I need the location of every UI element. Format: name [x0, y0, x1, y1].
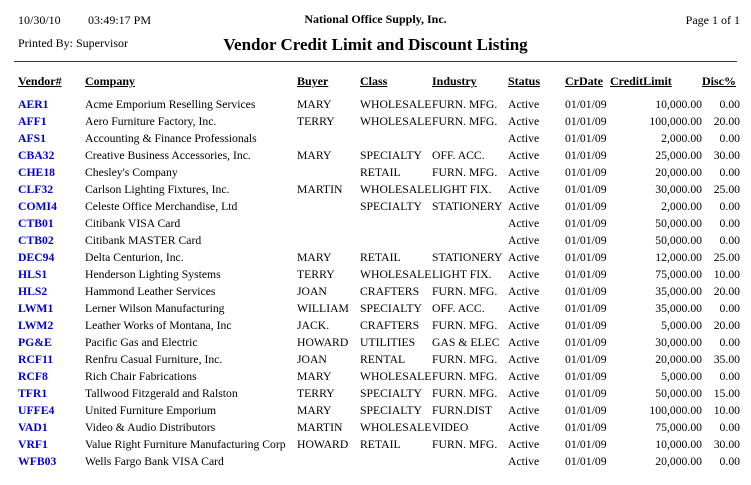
cell-buyer: TERRY	[297, 115, 335, 128]
cell-buyer: JOAN	[297, 285, 327, 298]
table-row	[18, 385, 740, 402]
cell-class: CRAFTERS	[360, 285, 420, 298]
cell-cr_date: 01/01/09	[565, 115, 607, 128]
cell-buyer: HOWARD	[297, 438, 349, 451]
cell-company: Citibank VISA Card	[85, 217, 181, 230]
cell-credit_limit: 100,000.00	[649, 115, 702, 128]
cell-company: Hammond Leather Services	[85, 285, 216, 298]
cell-status: Active	[508, 370, 540, 383]
cell-disc: 0.00	[719, 217, 740, 230]
cell-credit_limit: 35,000.00	[655, 302, 702, 315]
cell-industry: FURN. MFG.	[432, 166, 498, 179]
cell-disc: 0.00	[719, 421, 740, 434]
cell-status: Active	[508, 268, 540, 281]
cell-industry: FURN.DIST	[432, 404, 493, 417]
cell-status: Active	[508, 98, 540, 111]
cell-credit_limit: 20,000.00	[655, 353, 702, 366]
cell-company: Celeste Office Merchandise, Ltd	[85, 200, 238, 213]
vendor-table-body	[18, 96, 740, 470]
vendor-id-link[interactable]: VRF1	[18, 438, 48, 451]
vendor-id-link[interactable]: WFB03	[18, 455, 57, 468]
cell-cr_date: 01/01/09	[565, 353, 607, 366]
page-indicator: Page 1 of 1	[685, 13, 740, 27]
cell-buyer: MARTIN	[297, 183, 343, 196]
table-row	[18, 130, 740, 147]
cell-company: Creative Business Accessories, Inc.	[85, 149, 251, 162]
cell-credit_limit: 100,000.00	[649, 404, 702, 417]
cell-credit_limit: 50,000.00	[655, 234, 702, 247]
cell-status: Active	[508, 251, 540, 264]
cell-industry	[432, 453, 508, 470]
vendor-id-link[interactable]: HLS1	[18, 268, 48, 281]
table-row	[18, 300, 740, 317]
vendor-id-link[interactable]: LWM1	[18, 302, 54, 315]
cell-credit_limit: 20,000.00	[655, 166, 702, 179]
cell-company: Citibank MASTER Card	[85, 234, 202, 247]
cell-industry: FURN. MFG.	[432, 438, 498, 451]
cell-company: Tallwood Fitzgerald and Ralston	[85, 387, 238, 400]
cell-disc: 25.00	[713, 183, 740, 196]
report-time: 03:49:17 PM	[88, 13, 152, 27]
cell-industry	[432, 215, 508, 232]
cell-industry: FURN. MFG.	[432, 115, 498, 128]
cell-disc: 10.00	[713, 268, 740, 281]
table-row	[18, 249, 740, 266]
table-row	[18, 317, 740, 334]
vendor-id-link[interactable]: VAD1	[18, 421, 48, 434]
cell-status: Active	[508, 132, 540, 145]
table-header-row	[18, 74, 740, 96]
cell-credit_limit: 10,000.00	[655, 98, 702, 111]
cell-class: SPECIALTY	[360, 149, 422, 162]
table-row	[18, 215, 740, 232]
cell-buyer: TERRY	[297, 268, 335, 281]
cell-cr_date: 01/01/09	[565, 268, 607, 281]
cell-credit_limit: 30,000.00	[655, 183, 702, 196]
cell-disc: 0.00	[719, 234, 740, 247]
cell-disc: 25.00	[713, 251, 740, 264]
cell-disc: 15.00	[713, 387, 740, 400]
cell-credit_limit: 35,000.00	[655, 285, 702, 298]
cell-status: Active	[508, 285, 540, 298]
cell-industry: FURN. MFG.	[432, 353, 498, 366]
cell-company: Rich Chair Fabrications	[85, 370, 197, 383]
cell-status: Active	[508, 319, 540, 332]
cell-company: Henderson Lighting Systems	[85, 268, 221, 281]
table-row	[18, 113, 740, 130]
table-row	[18, 181, 740, 198]
cell-cr_date: 01/01/09	[565, 234, 607, 247]
cell-cr_date: 01/01/09	[565, 285, 607, 298]
header-divider	[14, 61, 737, 62]
cell-status: Active	[508, 234, 540, 247]
column-header-class: Class	[360, 74, 388, 88]
cell-disc: 20.00	[713, 285, 740, 298]
cell-cr_date: 01/01/09	[565, 387, 607, 400]
cell-status: Active	[508, 387, 540, 400]
cell-credit_limit: 2,000.00	[661, 132, 702, 145]
cell-cr_date: 01/01/09	[565, 421, 607, 434]
table-row	[18, 266, 740, 283]
cell-disc: 0.00	[719, 166, 740, 179]
cell-disc: 0.00	[719, 370, 740, 383]
table-row	[18, 232, 740, 249]
vendor-id-link[interactable]: AER1	[18, 98, 49, 111]
cell-buyer: TERRY	[297, 387, 335, 400]
cell-cr_date: 01/01/09	[565, 302, 607, 315]
column-header-credit_limit: CreditLimit	[610, 74, 672, 88]
cell-credit_limit: 25,000.00	[655, 149, 702, 162]
table-row	[18, 96, 740, 113]
cell-cr_date: 01/01/09	[565, 98, 607, 111]
cell-buyer: MARY	[297, 370, 332, 383]
cell-credit_limit: 10,000.00	[655, 438, 702, 451]
cell-class: WHOLESALE	[360, 98, 432, 111]
cell-class: WHOLESALE	[360, 183, 432, 196]
cell-status: Active	[508, 438, 540, 451]
cell-status: Active	[508, 149, 540, 162]
vendor-id-link[interactable]: RCF11	[18, 353, 54, 366]
cell-credit_limit: 5,000.00	[661, 319, 702, 332]
cell-industry: FURN. MFG.	[432, 98, 498, 111]
cell-company: Pacific Gas and Electric	[85, 336, 198, 349]
cell-buyer	[297, 232, 360, 249]
cell-class	[360, 453, 432, 470]
cell-disc: 20.00	[713, 319, 740, 332]
cell-cr_date: 01/01/09	[565, 370, 607, 383]
cell-status: Active	[508, 183, 540, 196]
vendor-id-link[interactable]: CTB01	[18, 217, 54, 230]
vendor-id-link[interactable]: CBA32	[18, 149, 55, 162]
cell-disc: 10.00	[713, 404, 740, 417]
cell-disc: 30.00	[713, 149, 740, 162]
cell-buyer: JACK.	[297, 319, 330, 332]
column-header-status: Status	[508, 74, 541, 88]
cell-buyer: MARY	[297, 404, 332, 417]
cell-disc: 35.00	[713, 353, 740, 366]
cell-industry: VIDEO	[432, 421, 469, 434]
cell-status: Active	[508, 217, 540, 230]
vendor-id-link[interactable]: AFS1	[18, 132, 46, 145]
cell-disc: 0.00	[719, 132, 740, 145]
cell-credit_limit: 5,000.00	[661, 370, 702, 383]
cell-cr_date: 01/01/09	[565, 183, 607, 196]
column-header-disc: Disc%	[702, 74, 736, 88]
cell-buyer: MARY	[297, 98, 332, 111]
table-row	[18, 453, 740, 470]
cell-disc: 30.00	[713, 438, 740, 451]
cell-class: RETAIL	[360, 438, 401, 451]
cell-buyer: HOWARD	[297, 336, 349, 349]
vendor-table	[18, 74, 740, 470]
cell-cr_date: 01/01/09	[565, 166, 607, 179]
cell-industry: LIGHT FIX.	[432, 268, 492, 281]
cell-disc: 0.00	[719, 98, 740, 111]
cell-industry: OFF. ACC.	[432, 149, 485, 162]
cell-status: Active	[508, 115, 540, 128]
cell-cr_date: 01/01/09	[565, 336, 607, 349]
cell-company: Aero Furniture Factory, Inc.	[85, 115, 217, 128]
cell-status: Active	[508, 353, 540, 366]
cell-company: Chesley's Company	[85, 166, 178, 179]
vendor-id-link[interactable]: HLS2	[18, 285, 48, 298]
cell-company: Leather Works of Montana, Inc	[85, 319, 232, 332]
vendor-id-link[interactable]: LWM2	[18, 319, 54, 332]
vendor-id-link[interactable]: RCF8	[18, 370, 48, 383]
table-row	[18, 351, 740, 368]
cell-class: RENTAL	[360, 353, 406, 366]
vendor-id-link[interactable]: CLF32	[18, 183, 54, 196]
cell-disc: 0.00	[719, 336, 740, 349]
column-header-vendor: Vendor#	[18, 74, 62, 88]
cell-credit_limit: 2,000.00	[661, 200, 702, 213]
cell-class: RETAIL	[360, 251, 401, 264]
cell-industry: LIGHT FIX.	[432, 183, 492, 196]
cell-class: SPECIALTY	[360, 200, 422, 213]
table-row	[18, 147, 740, 164]
vendor-id-link[interactable]: UFFE4	[18, 404, 55, 417]
printed-by: Printed By: Supervisor	[18, 36, 128, 50]
cell-class: CRAFTERS	[360, 319, 420, 332]
table-row	[18, 436, 740, 453]
cell-industry: GAS & ELEC	[432, 336, 500, 349]
table-row	[18, 283, 740, 300]
cell-buyer	[297, 130, 360, 147]
cell-company: United Furniture Emporium	[85, 404, 217, 417]
vendor-id-link[interactable]: TFR1	[18, 387, 48, 400]
cell-company: Acme Emporium Reselling Services	[85, 98, 256, 111]
cell-class: WHOLESALE	[360, 421, 432, 434]
cell-industry: FURN. MFG.	[432, 370, 498, 383]
cell-class	[360, 130, 432, 147]
cell-cr_date: 01/01/09	[565, 404, 607, 417]
cell-class: RETAIL	[360, 166, 401, 179]
cell-class: WHOLESALE	[360, 370, 432, 383]
vendor-id-link[interactable]: CTB02	[18, 234, 54, 247]
report-title: Vendor Credit Limit and Discount Listing	[223, 35, 528, 54]
cell-class: SPECIALTY	[360, 387, 422, 400]
table-row	[18, 334, 740, 351]
report-date: 10/30/10	[18, 13, 61, 27]
column-header-company: Company	[85, 74, 136, 88]
cell-status: Active	[508, 336, 540, 349]
cell-buyer: MARY	[297, 251, 332, 264]
cell-company: Renfru Casual Furniture, Inc.	[85, 353, 223, 366]
cell-class: UTILITIES	[360, 336, 416, 349]
cell-buyer	[297, 198, 360, 215]
cell-credit_limit: 50,000.00	[655, 217, 702, 230]
column-header-buyer: Buyer	[297, 74, 329, 88]
cell-credit_limit: 30,000.00	[655, 336, 702, 349]
table-row	[18, 198, 740, 215]
cell-status: Active	[508, 404, 540, 417]
cell-industry	[432, 232, 508, 249]
cell-buyer	[297, 215, 360, 232]
cell-buyer: WILLIAM	[297, 302, 349, 315]
cell-cr_date: 01/01/09	[565, 132, 607, 145]
cell-company: Lerner Wilson Manufacturing	[85, 302, 225, 315]
cell-buyer	[297, 164, 360, 181]
cell-cr_date: 01/01/09	[565, 200, 607, 213]
cell-class	[360, 232, 432, 249]
column-header-industry: Industry	[432, 74, 477, 88]
vendor-id-link[interactable]: COMI4	[18, 200, 57, 213]
cell-industry: FURN. MFG.	[432, 387, 498, 400]
cell-credit_limit: 75,000.00	[655, 268, 702, 281]
cell-industry: FURN. MFG.	[432, 285, 498, 298]
company-name: National Office Supply, Inc.	[304, 12, 447, 26]
cell-company: Value Right Furniture Manufacturing Corp	[85, 438, 286, 451]
cell-credit_limit: 20,000.00	[655, 455, 702, 468]
cell-industry: OFF. ACC.	[432, 302, 485, 315]
cell-industry	[432, 130, 508, 147]
cell-status: Active	[508, 302, 540, 315]
vendor-id-link[interactable]: PG&E	[18, 336, 52, 349]
cell-industry: FURN. MFG.	[432, 319, 498, 332]
cell-cr_date: 01/01/09	[565, 149, 607, 162]
cell-class: SPECIALTY	[360, 302, 422, 315]
cell-credit_limit: 50,000.00	[655, 387, 702, 400]
cell-cr_date: 01/01/09	[565, 455, 607, 468]
table-row	[18, 419, 740, 436]
cell-company: Wells Fargo Bank VISA Card	[85, 455, 224, 468]
cell-buyer: MARTIN	[297, 421, 343, 434]
cell-status: Active	[508, 421, 540, 434]
table-row	[18, 368, 740, 385]
cell-buyer: JOAN	[297, 353, 327, 366]
cell-cr_date: 01/01/09	[565, 251, 607, 264]
table-row	[18, 402, 740, 419]
cell-cr_date: 01/01/09	[565, 438, 607, 451]
cell-company: Video & Audio Distributors	[85, 421, 216, 434]
cell-status: Active	[508, 200, 540, 213]
cell-company: Carlson Lighting Fixtures, Inc.	[85, 183, 230, 196]
cell-buyer	[297, 453, 360, 470]
cell-company: Accounting & Finance Professionals	[85, 132, 257, 145]
table-row	[18, 164, 740, 181]
vendor-id-link[interactable]: DEC94	[18, 251, 55, 264]
vendor-id-link[interactable]: AFF1	[18, 115, 47, 128]
cell-cr_date: 01/01/09	[565, 217, 607, 230]
cell-status: Active	[508, 166, 540, 179]
cell-credit_limit: 75,000.00	[655, 421, 702, 434]
cell-disc: 0.00	[719, 302, 740, 315]
cell-class: WHOLESALE	[360, 115, 432, 128]
cell-cr_date: 01/01/09	[565, 319, 607, 332]
vendor-id-link[interactable]: CHE18	[18, 166, 56, 179]
cell-class: SPECIALTY	[360, 404, 422, 417]
cell-disc: 0.00	[719, 200, 740, 213]
cell-disc: 0.00	[719, 455, 740, 468]
cell-disc: 20.00	[713, 115, 740, 128]
cell-status: Active	[508, 455, 540, 468]
cell-company: Delta Centurion, Inc.	[85, 251, 184, 264]
cell-class	[360, 215, 432, 232]
cell-industry: STATIONERY	[432, 200, 503, 213]
cell-class: WHOLESALE	[360, 268, 432, 281]
cell-buyer: MARY	[297, 149, 332, 162]
cell-industry: STATIONERY	[432, 251, 503, 264]
cell-credit_limit: 12,000.00	[655, 251, 702, 264]
column-header-cr_date: CrDate	[565, 74, 603, 88]
